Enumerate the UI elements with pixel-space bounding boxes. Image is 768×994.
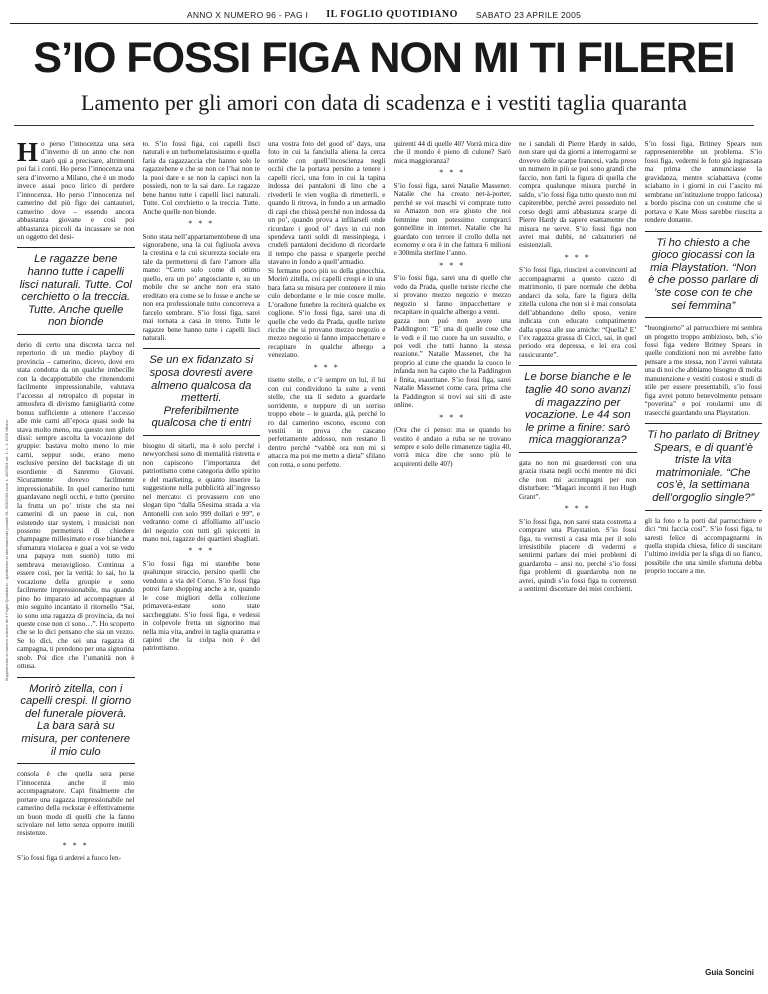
column-6	[645, 140, 763, 985]
paragraph: S’io fossi figa, sarei una di quelle che vedo da Prada, quelle turiste ricche che si provano mezzo negozio e mezzo negozio si fanno impacchettare e recapitare in qualche albergo a venti.	[393, 274, 511, 317]
drop-cap: H	[17, 140, 39, 167]
section-break-stars: * * *	[439, 168, 466, 178]
pull-quote: Ti ho chiesto a che gioco giocassi con la mia Playstation. “Non è che posso parlare di ’ste cose con te che sei femmina”	[645, 231, 763, 319]
pull-quote: Ti ho parlato di Britney Spears, e di quant’è triste la vita matrimoniale. “Che cos’è, la settimana dell’orgoglio single?”	[645, 423, 763, 511]
article-subheadline: Lamento per gli amori con data di scadenza e i vestiti taglia quaranta	[81, 90, 687, 115]
section-break-stars: * * *	[188, 219, 215, 229]
article-headline: S’IO FOSSI FIGA NON MI TI FILEREI	[33, 34, 735, 82]
paragraph: S’io fossi figa, sarei Natalie Massenet. Natalie che ha creato net-à-porter, perché se voi maschi vi comprate tutto su Amazon non era giusto che noi femmine non potessimo comprarci gonnelline in internet. Natalie che ha guardato con terrore il crollo della net economy e ora è in che fattura 6 milioni e 300mila sterline l’anno.	[393, 181, 511, 258]
column-4	[394, 140, 512, 985]
paragraph: gli la foto e la porti dal parrucchiere e dici “mi faccia così”. S’io fossi figa, tu saresti felice di accompagnarmi in quella stupida chiesa, felice di suscitare l’ultimo invidia per la sfiga di uo fianco, possibile che una simile sfortuna debba proprio toccare a me.	[644, 516, 762, 576]
paragraph: S’io fossi figa ti arderei a fuoco len-	[17, 854, 121, 863]
column-5	[519, 140, 637, 985]
column-2	[143, 140, 261, 985]
section-break-stars: * * *	[439, 412, 466, 422]
masthead-strip	[10, 6, 758, 24]
section-break-stars: * * *	[564, 252, 591, 262]
paragraph: gazza non può non avere una Paddington: “E’ una di quelle cose che le vedi e il tuo cuore ha un sussulto, e poi vedi che tutti hanno la stessa reazione.” Natalie Massenet, che ha proprio al cune che quando la cuoco le infanda non ha capito che la Paddington è finita, esauritane. S’io fossi figa, sarei Natalie Massenet come cara, prima che la Paddington si trovi sui siti di aste online.	[393, 316, 511, 410]
pull-quote: Morirò zitella, con i capelli crespi. Il giorno del funerale pioverà. La bara sarà su misura, per contenere il mio culo	[17, 677, 135, 765]
paragraph: derio di certo una discreta tacca nel repertorio di un medio playboy di provincia – camerino, dicevo, dove ero stata condotta da un qualche imbecille con la decappottabile che ritenendomi facilmente impressionabile, valutava l’accesso al retropalco di popstar in atmosfera di divismo famigliarità come bonus sufficiente a ottenere l’accesso alle mie carni all’epoca quasi sode ba stava molto meno, ma questo non glielo dissi: sempre ascolta la vocazione del gruppie: bastava molto meno lo mie carni, seppur sode, erano meno esclusive persino del backstage di un esordiente di Sanremo Giovani. Sicuramente dovevo facilmente impressionabile. In quel camerino tutti guardavano negli occhi, e tutto (persino la frutta un po’ triste che sta nei camerini di un paese in cui, non esistendo star system, i musicisti non possono permettersi di chiedere champagne millesimato e rose bianche a sfumatura violacea e guai a voi se vedo una papaya non suonò) tutto mi sembrava meraviglioso. Continua a essere così, per la verità: lo sai, ho la vocazione della groupie e sono facilmente impressionabile, ma quando pino ho imparato ad accompagnare al mio seguito incantato il ritornello “Sai, io sono una ragazza di provincia, da noi queste cose non ci sono…”. Ho scoperto che se lo dici pensano che sia un vezzo. Se lo dici, che sei una ragazza di campagna, ti prendono per una signorina snob. Poi dice che l’umanità non è ottusa.	[17, 341, 135, 671]
paragraph: S’io fossi figa, Britney Spears non rappresenterebbe un problema. S’io fossi figa, vedermi le foto già ingrassata ma prima che annunciasse la gravidanza, mentre sciabattava (come sciabatto io i giorni in cui l’ascito mi sembrano un’istituzione troppo faticosa) a bordo piscina con un costume che si portava e Kate Moss sarebbe riuscita a rendere donante.	[644, 140, 762, 225]
section-break-stars: * * *	[564, 504, 591, 514]
paragraph: (Ora che ci penso: ma se quando ho vestito è andato a ruba se ne trovano sempre e solo delle rimanenze taglia 40, vorrà mica dire che sono più le acquirenti delle 40?)	[393, 426, 511, 468]
paragraph: una vostra foto del good ol’ days, una foto in cui la fanciulla aliena la cerca sorride con quell’incoscienza negli occhi che la portava persino a tenere i capelli ricci, una foto in cui la tapina indossa dei pantaloni di lino che a rivederli le vien voglia di rimetterli, e quando li ritrova, in fondo a un armadio di capi che chissà perché non indossa da un po’, quando prova a infilarseli onde ricordare i good ol’ days in cui non spendeva tanti soldi di messinpiega, i crudeli pantaloni decidono di ricordarle il tempo che passa e spargerle perché stavano in fondo a quell’armadio.	[268, 140, 386, 267]
author-byline: Guia Soncini	[705, 967, 754, 977]
paragraph: to. S’io fossi figa, coi capelli lisci naturali e un turbomelatosisumo e quella faria da ragazzaccia che hanno solo le ragazzebene e che se non ce l’hai non te la puoi dare e se non la capisci non la possiedi, non te la sai dare. Le ragazze bene hanno tutte i capelli lisci naturali. Tutte. Col cerchietto o la treccia. Tutte. Anche quelle non bionde.	[142, 140, 260, 216]
issue-number: ANNO X NUMERO 96 - PAG I	[186, 9, 309, 20]
paragraph: ne i sandali di Pierre Hardy in saldo, non stare qui da giorni a interrogarmi se dovevo delle scarpe francesi, vada preso un numero in più se poi sono grandi che faccio, non farti la figura di quella che compra qualunque misura purché in saldo, s’io fossi figa tutto questo non mi capiterebbe, perché avrei posseduto nel corso degli anni abbastanza scarpe di Pierre Hardy da sapere esattamente che misura ne serve. S’io fossi figa non avrei mai dubbi, né calzaturieri né esistenziali.	[519, 140, 637, 250]
headline-divider	[14, 125, 754, 126]
section-break-stars: * * *	[439, 260, 466, 270]
column-3	[268, 140, 386, 985]
pull-quote: Le borse bianche e le taglie 40 sono avanzi di magazzino per vocazione. Le 44 son le prime a finire: sarò mica maggioranza?	[519, 365, 637, 453]
pull-quote: Se un ex fidanzato si sposa dovresti avere almeno qualcosa da metterti. Preferibilmente qualcosa che ti entri	[143, 348, 261, 436]
paragraph: bisogno di sitarli, ma è solo perché i newyorchesi sono di mentalità ristretta e non capiscono l’importanza del patriottismo come categoria dello spirito e del marketing, e quanto inserire la suggestione nella pubblicità all’ingresso nel mercato: ci provassero con uno slogan tipo “dalla 5Sesima strada a via Antonelli con solo 999 dollari e 99”, e vedranno come ci affolliamo all’uscio del negozio con tutti gli spiccetti in mano noi, ragazze dei quartieri sbagliati.	[142, 441, 260, 543]
section-break-stars: * * *	[188, 546, 215, 556]
supplement-note: Supplemento al numero odierno de Il Foglio Quotidiano - spedizione in abbonamento postale DL 353/2003 conv. L. 46/2004 art. 1, c. 1, DCB Milano	[4, 420, 9, 682]
issue-date: SABATO 23 APRILE 2005	[475, 9, 582, 20]
column-1	[17, 140, 135, 985]
section-break-stars: * * *	[62, 840, 89, 850]
pull-quote: Le ragazze bene hanno tutte i capelli lisci naturali. Tutte. Col cerchietto o la treccia. Tutte. Anche quelle non bionde	[17, 247, 135, 335]
newspaper-name: IL FOGLIO QUOTIDIANO	[326, 9, 458, 20]
paragraph: S’io fossi figa mi starebbe bene qualunque straccio, persino quelli che vendono a via del Corso. S’io fossi figa potrei fare shopping anche a te, quando le cose migliori della collezione primavera-estate sono state saccheggiate. S’io fossi figa, e vedessi in colpevole fretta un signorino mai nella mia vita, andrei in taglia quaranta e capirei che la colpa non è del patriottismo.	[142, 559, 260, 653]
paragraph: quirenti 44 di quelle 40? Vorrà mica dire che il mondo è pieno di culone? Sarò mica maggioranza?	[393, 140, 511, 165]
section-break-stars: * * *	[313, 362, 340, 372]
paragraph-text: o perso l’innocenza una sera d’inverno di un anno che non starò qui a precisare, altrimenti poi fai i conti. Ho perso l’innocenza una sera d’inverno a Milano, che è un modo invece assai poco lirico di perdere l’innocenza. Ho perso l’innocenza nel camerino del più figo dei cantautori, camerino dove – essendo ancora abbastanza giovane e così poi abbastanza piccoli da incassare se non un oggetto del desi-	[17, 140, 135, 241]
article-body	[17, 140, 762, 985]
paragraph: “buongiorno” al parrucchiere mi sembra un progetto troppo ambizioso, beh, s’io fossi figa vedere Britney Spears in quelle condizioni non mi avrebbe fatto pensare a me stessa, non l’avrei valutata una di noi che abbiamo bisogno di molta manutenzione e vestiti costosi e studi di stile per essere presentabili, s’io fossi figa avrei potuto benevolmente pensare “poverina” e poi rotolarmi uno di trasecchi guardando una Playstation.	[644, 324, 762, 417]
paragraph: tisette stelle, e c’è sempre un lui, il lui con cui condividono la suite a venti stelle, che sta lì seduto a guardarle sorridente, e neppure di un sorriso troppo ebete – le guarda, già, perché lo ro dal camerino escono, escono con vestiti in prova che cascano perfettamente addosso, non restano lì dentro perché “vabbè ora non mi si attacca ma poi me metto a dieta” sfilano con rotta, e sono perfette.	[268, 376, 386, 469]
paragraph: S’io fossi figa, non sarei stata costretta a comprare una Playstation. S’io fossi figa, tu verresti a casa mia per il solo irresistibile piacere di vedermi e sentirmi parlare dei miei problemi di guardaroba – ansi no, perché s’io fossi figa problemi di guardaroba non ne avrei, quindi s’io fossi figa tu correresti a sentirmi discettare dei miei cerchietti.	[519, 517, 637, 594]
paragraph: gata no non mi guarderesti con una grazia risata negli occhi mentre mi dici che non mi accompagni per non disturbare: “Magari incontri il tuo Hugh Grant”.	[519, 458, 637, 501]
paragraph: Si fermano poco più su della ginocchia. Morirò zitella, coi capelli crespi e in una bara fatta su misura per contenere il mio culo debordante e le mie cosce molle. L’oradone funebre la reciterà qualche ex coglione. S’io fossi figa, sarei una di quelle che vedo da Prada, quelle turiste ricche che si provano mezzo negozio e mezzo negozio si fanno impacchettare e recapitare in qualche albergo a veneziano.	[268, 266, 386, 360]
paragraph: S’io fossi figa, riuscirei a convincerti ad accompagnarmi a questo cazzo di matrimonio, ti pare normale che debba andarci da sola, fare la figura della zitella culona che non si è mai consolata dell’abbandono dello sposo, venire indicata con educato compatimento dalla sposa alle sue amiche: “Quella? E’ l’ex ragazza grassa di Cicci, sai, in quel periodo era depressa, e lei era così rassicurante”.	[519, 266, 637, 359]
paragraph: Sono stata nell’appartamentobene di una signorabene, una la cui figliuola aveva la crestina e la cui sicurezza sociale era tale da permettersi di fare l’amore alla mano: “Certo solo come di ottimo quello, era un po’ angosciante e, su un mobile che se anche non era stato ereditato era come se lo fosse e anche se non era professionale tutto concorreva a farcelo sembrare. S’io fossi figa, sarei mai tornata a casa in treno. Tutte le ragazze bene hanno tutte i capelli lisci naturali.	[142, 232, 260, 342]
paragraph	[17, 140, 135, 241]
paragraph: consola è che quella sera perse l’innocenza anche il mio accompagnatore. Capì finalmente che portare una ragazza impressionabile nel camerino della rockstar è effettivamente un buon modo di quelli che la fanno scivolare nel letto senza opporre inutili resistenze.	[17, 770, 135, 838]
